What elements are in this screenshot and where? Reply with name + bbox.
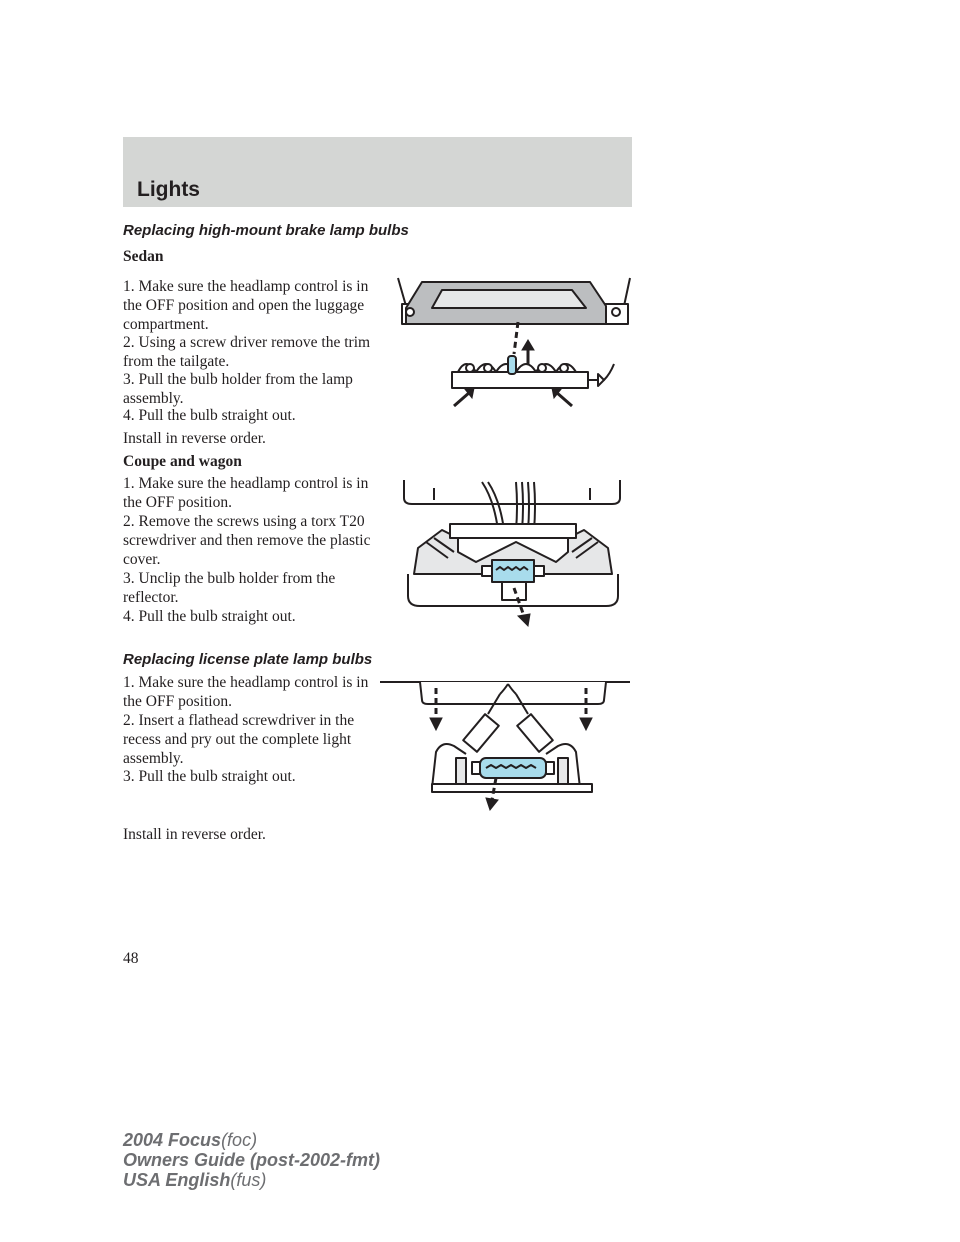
document-footer <box>123 1130 380 1190</box>
footer-language: USA English <box>123 1170 231 1190</box>
sedan-closing: Install in reverse order. <box>123 430 266 447</box>
coupe-step-4: 4. Pull the bulb straight out. <box>123 608 296 625</box>
sedan-step-1: 1. Make sure the headlamp control is in the OFF position and open the luggage compartment. <box>123 278 369 333</box>
footer-guide: Owners Guide (post-2002-fmt) <box>123 1150 381 1170</box>
sedan-heading: Sedan <box>123 248 164 265</box>
license-plate-heading: Replacing license plate lamp bulbs <box>123 651 373 668</box>
sedan-step-3: 3. Pull the bulb holder from the lamp assembly. <box>123 371 353 407</box>
license-plate-lamp-illustration <box>380 676 632 816</box>
license-closing: Install in reverse order. <box>123 826 266 843</box>
coupe-step-1: 1. Make sure the headlamp control is in the OFF position. <box>123 475 369 511</box>
sedan-step-2: 2. Using a screw driver remove the trim from the tailgate. <box>123 334 371 370</box>
sedan-lamp-illustration <box>392 268 632 408</box>
footer-model: 2004 Focus <box>123 1130 222 1150</box>
footer-model-code: (foc) <box>221 1130 258 1150</box>
sedan-step-4: 4. Pull the bulb straight out. <box>123 407 296 424</box>
coupe-step-2: 2. Remove the screws using a torx T20 screwdriver and then remove the plastic cover. <box>123 513 371 568</box>
footer-language-code: (fus) <box>230 1170 267 1190</box>
coupe-wagon-lamp-illustration <box>398 478 628 628</box>
license-step-2: 2. Insert a flathead screwdriver in the recess and pry out the complete light assembly. <box>123 712 355 767</box>
coupe-step-3: 3. Unclip the bulb holder from the reflector. <box>123 570 336 606</box>
coupe-wagon-heading: Coupe and wagon <box>123 453 242 470</box>
page-number: 48 <box>123 950 139 967</box>
section-title: Lights <box>137 178 200 201</box>
high-mount-heading: Replacing high-mount brake lamp bulbs <box>123 222 409 239</box>
license-step-3: 3. Pull the bulb straight out. <box>123 768 296 785</box>
license-step-1: 1. Make sure the headlamp control is in the OFF position. <box>123 674 369 710</box>
